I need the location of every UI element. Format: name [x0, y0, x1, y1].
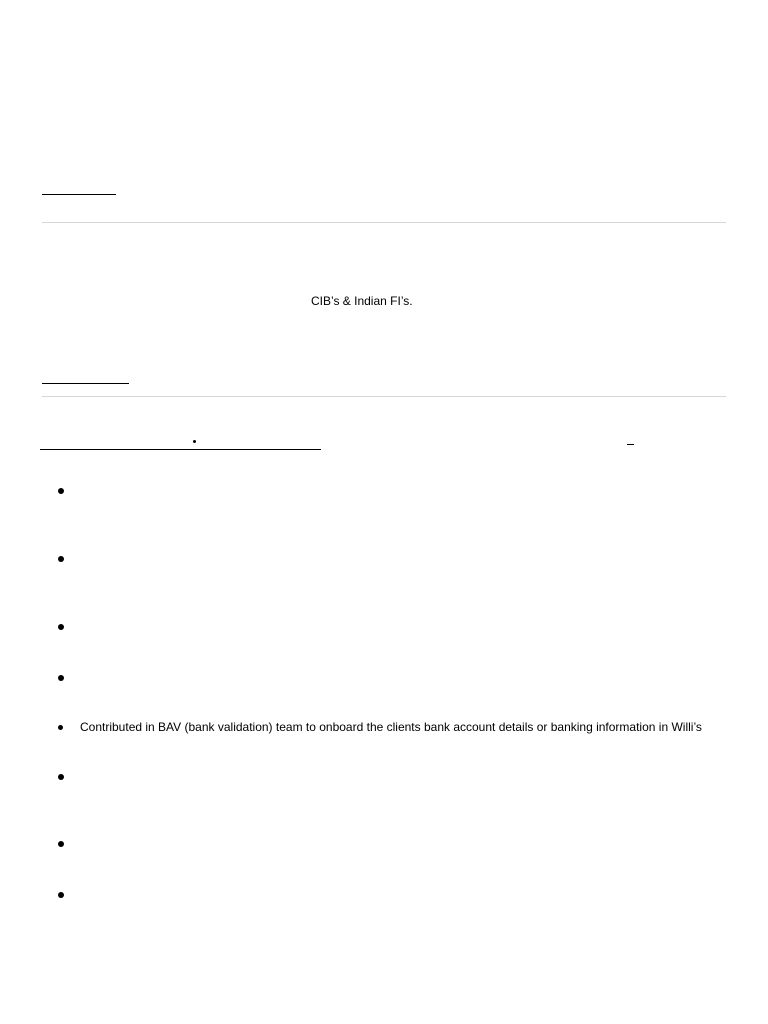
bullet-marker — [58, 841, 64, 847]
section-divider-summary — [42, 222, 726, 223]
job-date-dash — [627, 444, 634, 445]
bullet-marker — [58, 488, 64, 494]
section-divider-experience — [42, 396, 726, 397]
section-heading-underline-summary — [42, 194, 116, 195]
job-title-underline — [40, 449, 321, 450]
summary-text-line: CIB’s & Indian FI’s. — [311, 294, 413, 308]
bullet-marker — [58, 725, 63, 730]
bullet-marker — [58, 892, 64, 898]
bullet-marker — [58, 675, 64, 681]
section-heading-underline-experience — [42, 383, 129, 384]
bullet-marker — [58, 624, 64, 630]
bullet-marker — [58, 774, 64, 780]
job-title-separator-dot — [193, 440, 196, 443]
bullet-marker — [58, 556, 64, 562]
list-item-text: Contributed in BAV (bank validation) team to onboard the clients bank account details or banking information in Willi’s — [80, 720, 702, 734]
